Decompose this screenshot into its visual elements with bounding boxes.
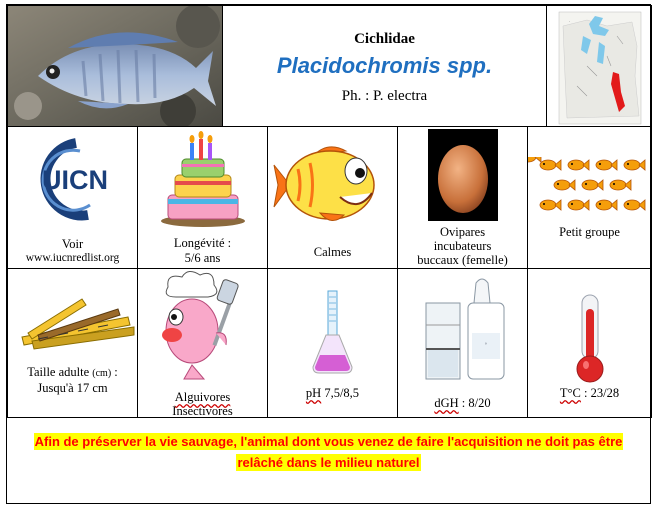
temperature-cell [527,268,652,418]
temperature-label: T°C [559,386,581,400]
size-unit: (cm) [92,368,112,379]
group-caption: Petit groupe [559,225,620,239]
ph-caption [268,386,397,401]
iucn-caption-2: www.iucnredlist.org [25,252,120,264]
temperament-caption: Calmes [313,245,352,259]
temperament-cell [267,126,398,269]
dgh-cell [397,268,528,418]
species-sheet [6,4,651,504]
ph-cell [267,268,398,418]
reproduction-caption-2: incubateurs [433,239,492,253]
size-caption-2: Jusqu'à 17 cm [37,381,108,395]
iucn-cell [7,126,138,269]
longevity-caption-2: 5/6 ans [184,251,221,265]
diet-cell [137,268,268,418]
warning-banner [7,423,650,483]
title-cell [222,5,547,127]
species-line: Ph. : P. electra [341,88,428,104]
iucn-caption-1: Voir [61,237,84,251]
reproduction-caption-3: buccaux (femelle) [417,253,508,267]
warning-line-2: relâché dans le milieu naturel [237,455,420,470]
distribution-map [547,6,651,126]
size-colon: : [111,365,118,379]
size-label: Taille adulte [27,365,93,379]
test-kit-icon [398,273,528,383]
reproduction-caption-1: Ovipares [439,225,486,239]
fish-photo [8,6,222,126]
egg-icon [398,129,528,223]
family-name: Cichlidae [354,31,415,47]
svg-text:∘: ∘ [484,341,488,347]
distribution-map-cell [546,5,652,127]
dgh-caption [398,396,527,411]
ph-label: pH [305,386,322,400]
group-cell [527,126,652,269]
ph-flask-icon [268,287,398,387]
thermometer-icon [528,289,652,389]
longevity-caption-1: Longévité : [173,236,232,250]
chef-fish-icon [138,269,268,381]
diet-caption-2: Insectivores [172,404,233,418]
birthday-cake-icon [138,129,268,229]
fish-photo-cell [7,5,223,127]
temperature-value: : 23/28 [580,386,620,400]
longevity-cell [137,126,268,269]
iucn-logo [8,131,138,226]
svg-text:UICN: UICN [42,165,108,195]
ph-value: 7,5/8,5 [321,386,360,400]
temperature-caption [528,386,651,401]
dgh-label: dGH [434,396,459,410]
warning-line-1: Afin de préserver la vie sauvage, l'animal dont vous venez de faire l'acquisition ne doit pas être [34,434,623,449]
svg-text:.: . [569,18,571,23]
calm-fish-icon [268,135,398,235]
size-caption-1 [8,365,137,381]
reproduction-cell [397,126,528,269]
folding-ruler-icon [8,275,138,355]
genus-name: Placidochromis spp. [276,53,493,78]
dgh-value: : 8/20 [458,396,491,410]
size-cell [7,268,138,418]
diet-caption-1 [138,390,267,405]
diet-caption-1-text: Alguivores [174,390,231,404]
